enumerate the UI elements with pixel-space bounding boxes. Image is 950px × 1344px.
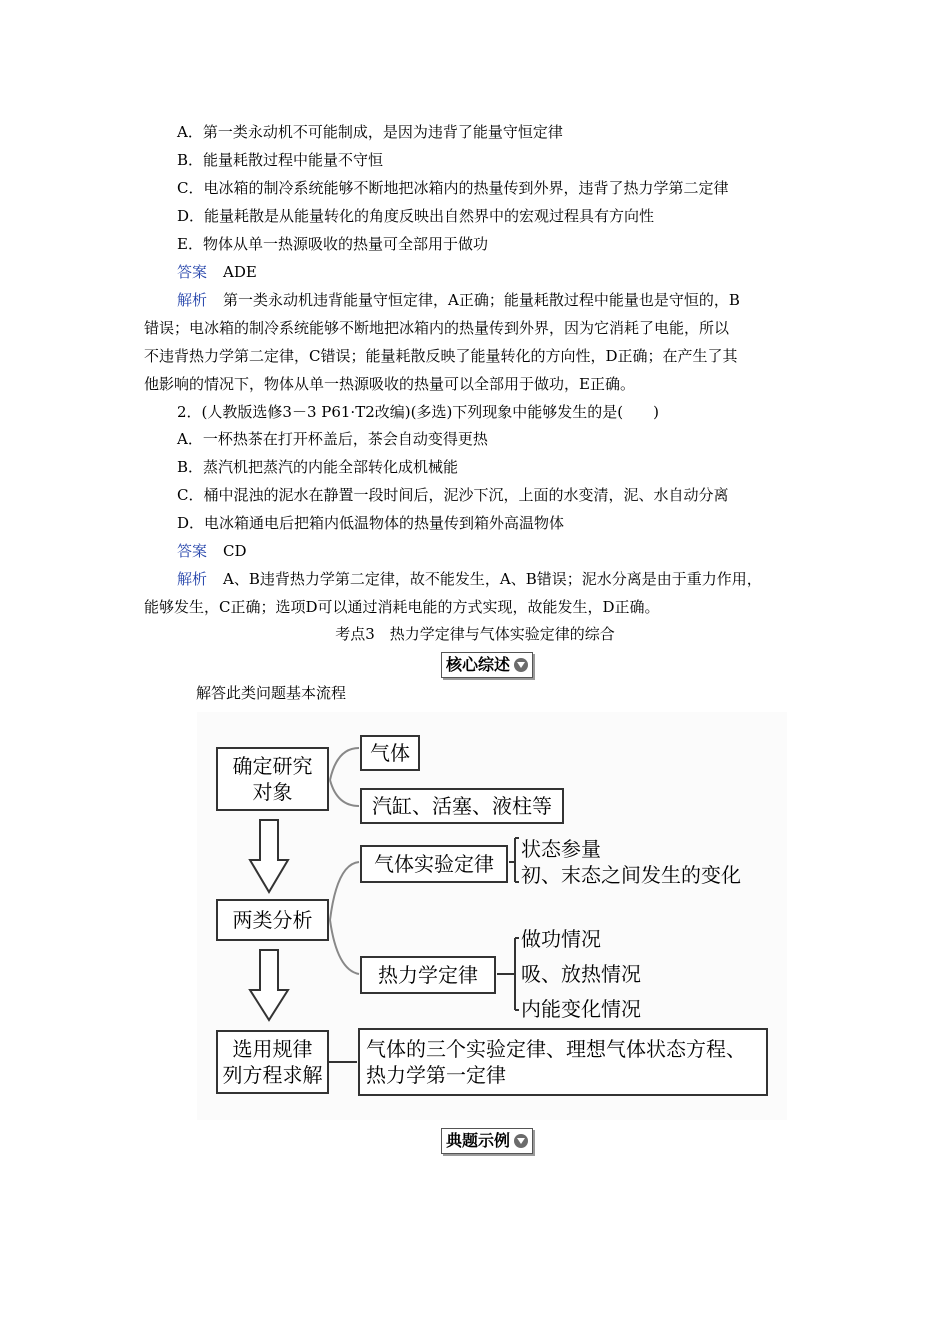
result-line: 气体的三个实验定律、理想气体状态方程、 xyxy=(366,1037,746,1061)
analysis-text: 第一类永动机违背能量守恒定律，A正确；能量耗散过程中能量也是守恒的，B xyxy=(223,291,740,309)
result-box xyxy=(358,1028,768,1096)
section-title: 考点3 热力学定律与气体实验定律的综合 xyxy=(335,625,615,643)
answer-value: ADE xyxy=(223,263,257,281)
step-label: 对象 xyxy=(252,780,293,804)
step-label: 列方程求解 xyxy=(222,1063,323,1087)
core-summary-label: 核心综述 xyxy=(446,655,511,674)
q1-analysis-line xyxy=(177,290,740,310)
q2-answer xyxy=(177,541,247,561)
connector-arc xyxy=(330,780,359,806)
down-arrow-icon xyxy=(250,950,288,1020)
q1-option-d: D．能量耗散是从能量转化的角度反映出自然界中的宏观过程具有方向性 xyxy=(177,207,655,225)
q1-option-b: B．能量耗散过程中能量不守恒 xyxy=(177,151,384,169)
answer-label: 答案 xyxy=(177,542,208,560)
law-thermo-box xyxy=(360,956,496,994)
q1-option-c: C．电冰箱的制冷系统能够不断地把冰箱内的热量传到外界，违背了热力学第二定律 xyxy=(177,179,729,197)
example-tag xyxy=(441,1128,533,1154)
flow-intro: 解答此类问题基本流程 xyxy=(196,684,347,702)
law-gas-box xyxy=(360,845,508,883)
thermo-item: 吸、放热情况 xyxy=(521,962,641,986)
object-gas-box xyxy=(360,735,420,771)
object-others-label: 汽缸、活塞、液柱等 xyxy=(372,794,552,818)
q1-analysis-line: 错误；电冰箱的制冷系统能够不断地把冰箱内的热量传到外界，因为它消耗了电能，所以 xyxy=(144,319,730,337)
q2-option-c: C．桶中混浊的泥水在静置一段时间后，泥沙下沉，上面的水变清，泥、水自动分离 xyxy=(177,486,729,504)
thermo-item: 内能变化情况 xyxy=(521,997,641,1021)
q2-analysis-line: 能够发生，C正确；选项D可以通过消耗电能的方式实现，故能发生，D正确。 xyxy=(144,598,660,616)
q2-analysis-line xyxy=(177,569,762,589)
q2-stem: 2．(人教版选修3－3 P61·T2改编)(多选)下列现象中能够发生的是( ) xyxy=(177,403,660,421)
gas-item: 状态参量 xyxy=(521,837,601,861)
bracket xyxy=(509,838,519,882)
triangle-down-icon xyxy=(514,1134,528,1148)
answer-value: CD xyxy=(223,542,247,560)
q1-option-e: E．物体从单一热源吸收的热量可全部用于做功 xyxy=(177,235,488,253)
connector-arc xyxy=(330,920,359,974)
core-summary-tag xyxy=(441,652,533,678)
triangle-down-icon xyxy=(514,658,528,672)
object-gas-label: 气体 xyxy=(370,741,410,765)
q1-option-a: A．第一类永动机不可能制成，是因为违背了能量守恒定律 xyxy=(177,123,563,141)
analysis-text: A、B违背热力学第二定律，故不能发生，A、B错误；泥水分离是由于重力作用， xyxy=(223,570,762,588)
step-two-analyses xyxy=(216,899,329,941)
thermo-item: 做功情况 xyxy=(521,927,601,951)
answer-label: 答案 xyxy=(177,263,208,281)
gas-item: 初、末态之间发生的变化 xyxy=(521,863,741,887)
step-label: 确定研究 xyxy=(232,754,313,778)
analysis-label: 解析 xyxy=(177,570,208,588)
bracket xyxy=(497,938,519,1010)
connector-arc xyxy=(330,748,359,780)
q2-option-d: D．电冰箱通电后把箱内低温物体的热量传到箱外高温物体 xyxy=(177,514,565,532)
q2-option-a: A．一杯热茶在打开杯盖后，茶会自动变得更热 xyxy=(177,430,488,448)
down-arrow-icon xyxy=(250,820,288,892)
analysis-label: 解析 xyxy=(177,291,208,309)
q2-option-b: B．蒸汽机把蒸汽的内能全部转化成机械能 xyxy=(177,458,459,476)
step-determine-object xyxy=(216,747,329,811)
q1-answer xyxy=(177,262,257,282)
step-select-law xyxy=(216,1030,329,1094)
law-gas-label: 气体实验定律 xyxy=(374,852,494,876)
connector-arc xyxy=(330,862,359,920)
object-others-box xyxy=(360,788,564,824)
q1-analysis-line: 不违背热力学第二定律，C错误；能量耗散反映了能量转化的方向性，D正确；在产生了其 xyxy=(144,347,738,365)
q1-analysis-line: 他影响的情况下，物体从单一热源吸收的热量可以全部用于做功，E正确。 xyxy=(144,375,635,393)
step-label: 两类分析 xyxy=(232,908,313,932)
example-label: 典题示例 xyxy=(446,1131,511,1150)
step-label: 选用规律 xyxy=(232,1037,313,1061)
law-thermo-label: 热力学定律 xyxy=(378,963,478,987)
result-line: 热力学第一定律 xyxy=(366,1063,506,1087)
flowchart xyxy=(197,712,787,1120)
